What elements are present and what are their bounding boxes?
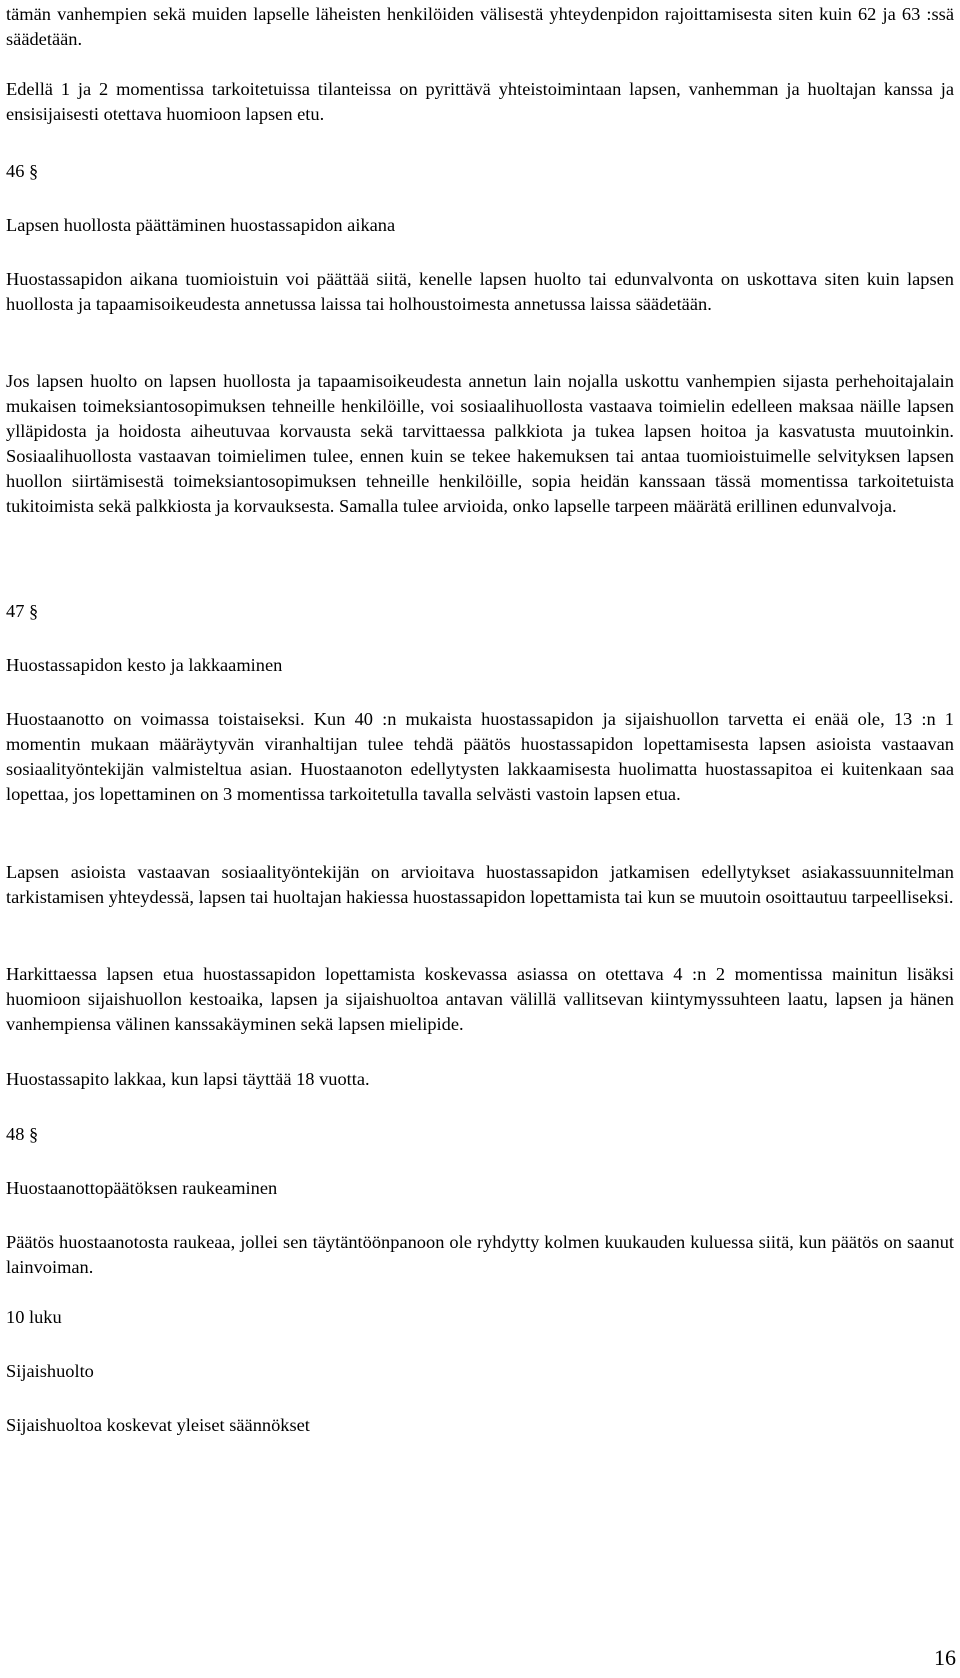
section-number-46: 46 § (6, 161, 39, 181)
page-number: 16 (934, 1645, 956, 1670)
paragraph-continuation: tämän vanhempien sekä muiden lapselle läheisten henkilöiden välisestä yhteydenpidon rajoittamisesta siten kuin 62 ja 63 :ssä säädetään. (6, 4, 954, 49)
paragraph-edella: Edellä 1 ja 2 momentissa tarkoitetuissa tilanteissa on pyrittävä yhteistoimintaan lapsen, vanhemman ja huoltajan kanssa ja ensisijaisesti otettava huomioon lapsen etu. (6, 79, 954, 124)
subchapter-title: Sijaishuoltoa koskevat yleiset säännökset (6, 1415, 310, 1435)
section-title-46: Lapsen huollosta päättäminen huostassapidon aikana (6, 215, 396, 235)
section-number-47: 47 § (6, 601, 39, 621)
section-number-48: 48 § (6, 1124, 39, 1144)
section-title-48: Huostaanottopäätöksen raukeaminen (6, 1178, 278, 1198)
chapter-number: 10 luku (6, 1307, 62, 1327)
section-title-47: Huostassapidon kesto ja lakkaaminen (6, 655, 283, 675)
paragraph-47-2: Lapsen asioista vastaavan sosiaalityöntekijän on arvioitava huostassapidon jatkamisen edellytykset asiakassuunnitelman tarkistamisen yhteydessä, lapsen tai huoltajan hakiessa huostassapidon lopettamista tai kun se muutoin osoittautuu tarpeelliseksi. (6, 862, 954, 907)
section-sign-icon: § (29, 1124, 39, 1144)
paragraph-48-1: Päätös huostaanotosta raukeaa, jollei sen täytäntöönpanoon ole ryhdytty kolmen kuukauden kuluessa siitä, kun päätös on saanut lainvoiman. (6, 1232, 954, 1277)
section-sign-icon: § (29, 161, 39, 181)
section-sign-icon: § (29, 601, 39, 621)
paragraph-46-1: Huostassapidon aikana tuomioistuin voi päättää siitä, kenelle lapsen huolto tai edunvalvonta on uskottava siten kuin lapsen huollosta ja tapaamisoikeudesta annetussa laissa tai holhoustoimesta annetussa laissa säädetään. (6, 269, 954, 314)
paragraph-47-4: Huostassapito lakkaa, kun lapsi täyttää 18 vuotta. (6, 1069, 370, 1089)
paragraph-46-2: Jos lapsen huolto on lapsen huollosta ja tapaamisoikeudesta annetun lain nojalla uskottu vanhempien sijasta perhehoitajalain mukaisen toimeksiantosopimuksen tehneille henkilöille, voi sosiaalihuollosta vastaava toimielin edelleen maksaa näille lapsen ylläpidosta ja hoidosta aiheutuvaa korvausta sekä tarvittaessa palkkiota ja tukea lapsen hoitoa ja kasvatusta muutoinkin. Sosiaalihuollosta vastaavan toimielimen tulee, ennen kuin se tekee hakemuksen tai antaa tuomioistuimelle selvityksen lapsen huollon siirtämisestä toimeksiantosopimuksen tehneille henkilöille, sopia heidän kanssaan tässä momentissa tarkoitetuista tukitoimista sekä palkkiosta ja korvauksesta. Samalla tulee arvioida, onko lapselle tarpeen määrätä erillinen edunvalvoja. (6, 371, 954, 516)
paragraph-47-3: Harkittaessa lapsen etua huostassapidon lopettamista koskevassa asiassa on otettava 4 :n 2 momentissa mainitun lisäksi huomioon sijaishuollon kestoaika, lapsen ja sijaishuoltoa antavan välillä vallitsevan kiintymyssuhteen laatu, lapsen ja hänen vanhempiensa välinen kanssakäyminen sekä lapsen mielipide. (6, 964, 954, 1034)
paragraph-47-1: Huostaanotto on voimassa toistaiseksi. Kun 40 :n mukaista huostassapidon ja sijaishuollon tarvetta ei enää ole, 13 :n 1 momentin mukaan määräytyvän viranhaltijan tulee tehdä päätös huostassapidon lopettamisesta lapsen asioista vastaavan sosiaalityöntekijän valmisteltua asian. Huostaanoton edellytysten lakkaamisesta huolimatta huostassapitoa ei kuitenkaan saa lopettaa, jos lopettaminen on 3 momentissa tarkoitetulla tavalla selvästi vastoin lapsen etua. (6, 709, 954, 804)
chapter-title: Sijaishuolto (6, 1361, 94, 1381)
